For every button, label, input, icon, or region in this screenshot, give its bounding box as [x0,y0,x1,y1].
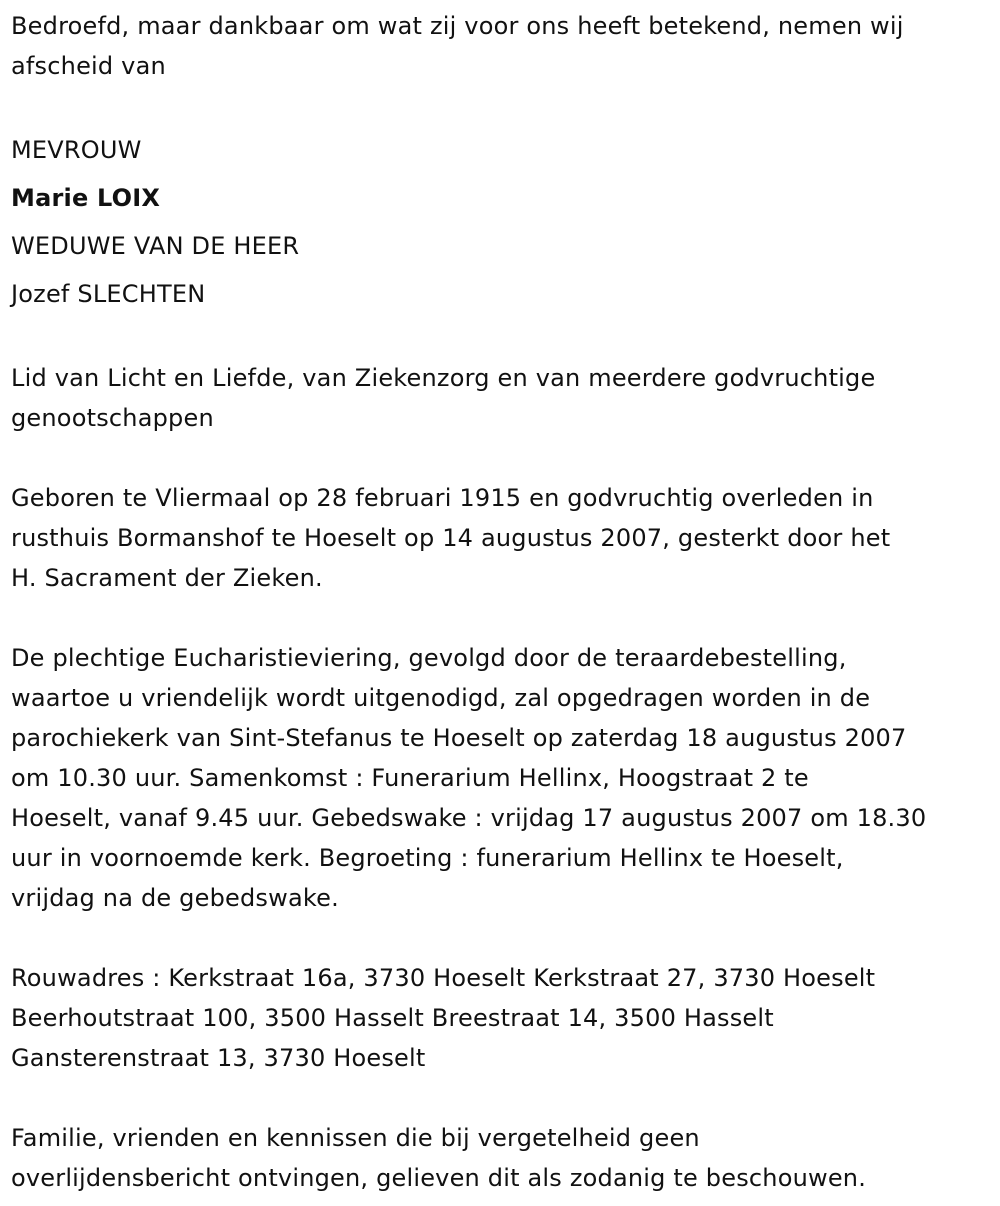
deceased-relation: WEDUWE VAN DE HEER [11,232,300,260]
addresses-paragraph: Rouwadres : Kerkstraat 16a, 3730 Hoeselt Kerkstraat 27, 3730 Hoeselt Beerhoutstraat 100, 3500 Hasselt Breestraat 14, 3500 Hasselt Gansterenstraat 13, 3730 Hoeselt [11,964,876,1072]
closing-paragraph: Familie, vrienden en kennissen die bij vergetelheid geen overlijdensbericht ontvingen, gelieven dit als zodanig te beschouwen. [11,1124,867,1192]
deceased-title: MEVROUW [11,136,142,164]
deceased-block [11,126,990,318]
spouse-name: Jozef SLECHTEN [11,280,206,308]
deceased-name: Marie LOIX [11,184,161,212]
birth-death-paragraph: Geboren te Vliermaal op 28 februari 1915 en godvruchtig overleden in rusthuis Bormanshof te Hoeselt op 14 augustus 2007, gesterkt door het H. Sacrament der Zieken. [11,484,891,592]
intro-paragraph: Bedroefd, maar dankbaar om wat zij voor ons heeft betekend, nemen wij afscheid van [11,12,904,80]
membership-paragraph: Lid van Licht en Liefde, van Ziekenzorg en van meerdere godvruchtige genootschappen [11,364,876,432]
ceremony-paragraph: De plechtige Eucharistieviering, gevolgd door de teraardebestelling, waartoe u vriendelijk wordt uitgenodigd, zal opgedragen worden in de parochiekerk van Sint-Stefanus te Hoeselt op zaterdag 18 augustus 2007 om 10.30 uur. Samenkomst : Funerarium Hellinx, Hoogstraat 2 te Hoeselt, vanaf 9.45 uur. Gebedswake : vrijdag 17 augustus 2007 om 18.30 uur in voornoemde kerk. Begroeting : funerarium Hellinx te Hoeselt, vrijdag na de gebedswake. [11,644,927,912]
